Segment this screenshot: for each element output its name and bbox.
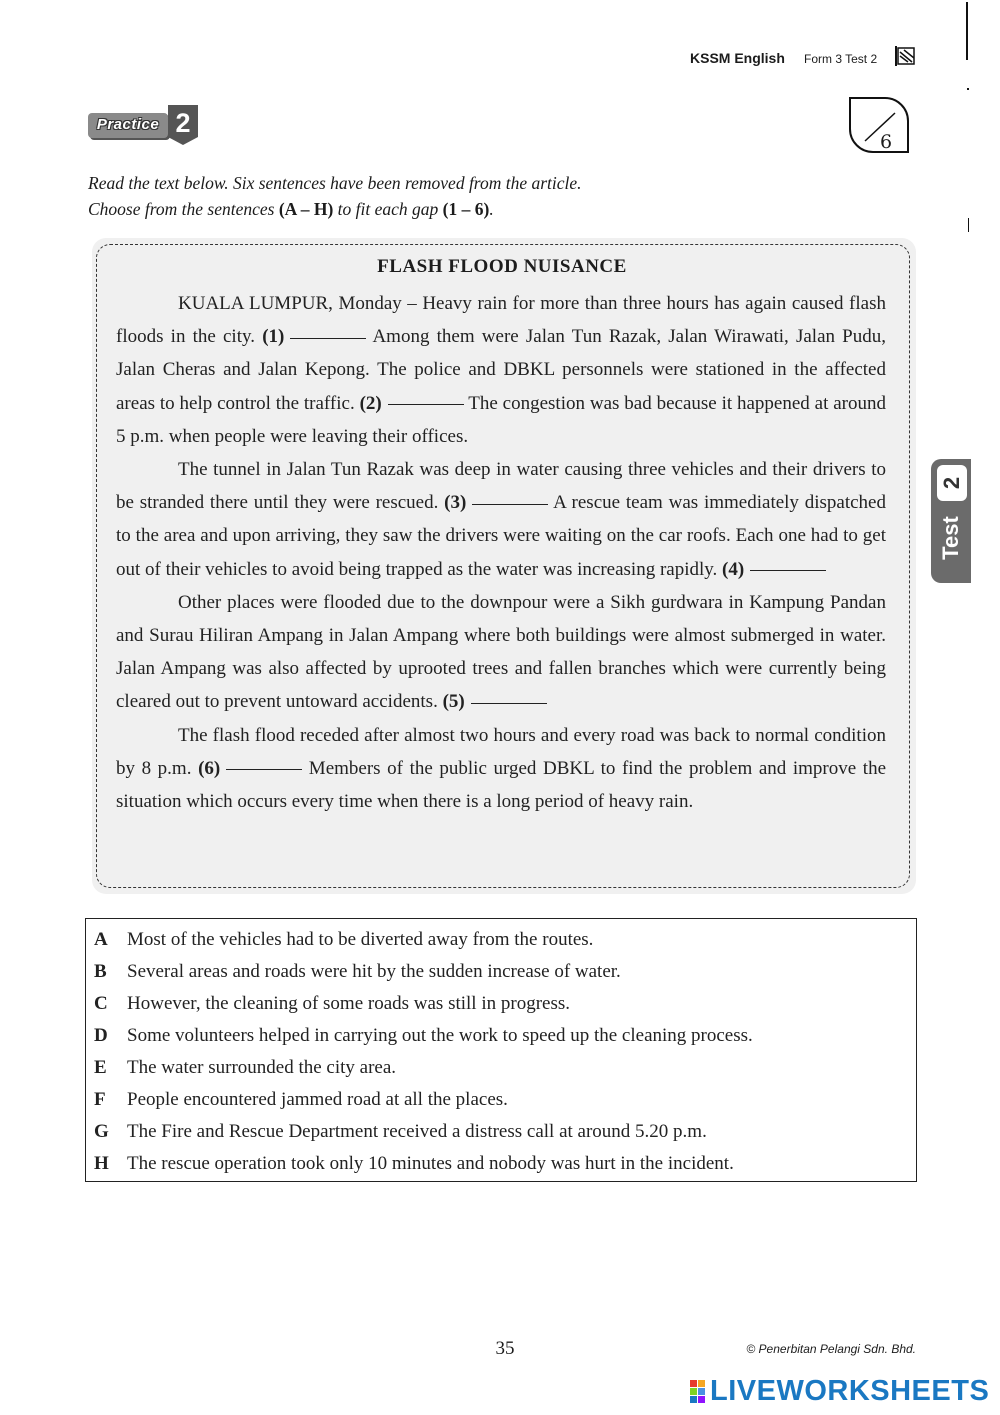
paragraph-text: The flash flood receded after almost two hours and every road was back to normal condition by 8 p.m. — [116, 724, 886, 779]
page-number: 35 — [495, 1338, 515, 1359]
instruction-range-numbers: (1 – 6) — [442, 199, 490, 219]
option-c — [86, 993, 916, 1025]
article-paragraph-3 — [116, 586, 886, 719]
gap-blank-2[interactable] — [388, 403, 464, 405]
publisher-credit: © Penerbitan Pelangi Sdn. Bhd. — [746, 1342, 916, 1356]
binder-tick — [968, 218, 969, 232]
logo-block — [690, 1380, 697, 1387]
option-f — [86, 1089, 916, 1121]
option-text: Some volunteers helped in carrying out the work to speed up the cleaning process. — [127, 1025, 753, 1046]
option-text: However, the cleaning of some roads was still in progress. — [127, 993, 570, 1014]
instructions — [88, 170, 848, 222]
article-body — [116, 287, 886, 818]
option-text: Most of the vehicles had to be diverted away from the routes. — [127, 929, 594, 950]
paragraph-text: Other places were flooded due to the downpour were a Sikh gurdwara in Kampung Pandan and Surau Hiliran Ampang in Jalan Ampang where both buildings were almost submerged in water. Jalan Ampang was also affected by uprooted trees and fallen branches which were currently being cleared out to prevent untoward accidents. — [116, 591, 886, 713]
article-paragraph-1 — [116, 287, 886, 453]
option-letter: D — [94, 1025, 108, 1046]
paragraph-text: The congestion was bad because it happened at around 5 p.m. when people were leaving their offices. — [116, 392, 887, 447]
gap-blank-6[interactable] — [226, 768, 302, 770]
options-box — [85, 918, 917, 1182]
instruction-line-2 — [88, 196, 848, 222]
gap-number-6: (6) — [198, 757, 221, 779]
practice-number: 2 — [175, 108, 191, 138]
logo-block — [690, 1396, 697, 1403]
option-h — [86, 1153, 916, 1185]
article-paragraph-4 — [116, 719, 886, 819]
paragraph-text: Members of the public urged DBKL to find the problem and improve the situation which occurs every time when there is a long period of heavy rain. — [116, 757, 886, 813]
option-g — [86, 1121, 916, 1153]
logo-wordmark: LIVEWORKSHEETS — [710, 1375, 990, 1407]
test-tab-label: Test — [938, 516, 963, 560]
gap-blank-4[interactable] — [750, 569, 826, 571]
option-text: The Fire and Rescue Department received a distress call at around 5.20 p.m. — [127, 1121, 707, 1142]
instruction-line-1: Read the text below. Six sentences have been removed from the article. — [88, 173, 582, 193]
instruction-text: to fit each gap — [333, 199, 443, 219]
score-total: 6 — [880, 131, 893, 153]
option-text: Several areas and roads were hit by the sudden increase of water. — [127, 961, 621, 982]
subject-label: KSSM English — [690, 50, 785, 66]
option-a — [86, 929, 916, 961]
instruction-text: Choose from the sentences — [88, 199, 279, 219]
option-e — [86, 1057, 916, 1089]
gap-number-1: (1) — [262, 326, 285, 348]
option-d — [86, 1025, 916, 1057]
gap-blank-3[interactable] — [472, 503, 548, 505]
binder-line — [966, 2, 968, 60]
option-letter: E — [94, 1057, 107, 1078]
gap-number-4: (4) — [722, 558, 745, 580]
article-title: FLASH FLOOD NUISANCE — [377, 256, 627, 277]
logo-block — [698, 1380, 705, 1387]
instruction-text: . — [489, 199, 494, 219]
test-tab-number: 2 — [939, 476, 964, 490]
paragraph-text: A rescue team was immediately dispatched to the area and upon arriving, they saw the drivers were waiting on the car roofs. Each one had to get out of their vehicles to avoid being trapped as the water was increasing rapidly. — [116, 492, 886, 580]
gap-number-2: (2) — [359, 392, 382, 414]
flag-icon — [894, 44, 918, 68]
option-letter: G — [94, 1121, 109, 1142]
option-letter: C — [94, 993, 108, 1014]
paragraph-text: KUALA LUMPUR, Monday – Heavy rain for more than three hours has again caused flash floods in the city. — [116, 293, 886, 348]
logo-block — [698, 1396, 705, 1403]
option-text: People encountered jammed road at all the places. — [127, 1089, 508, 1110]
option-letter: H — [94, 1153, 109, 1174]
option-text: The rescue operation took only 10 minutes and nobody was hurt in the incident. — [127, 1153, 734, 1174]
gap-blank-5[interactable] — [471, 702, 547, 704]
logo-block — [690, 1388, 697, 1395]
option-b — [86, 961, 916, 993]
form-test-text: Form 3 Test 2 — [804, 52, 878, 66]
form-test-label — [804, 52, 877, 66]
score-box — [849, 97, 913, 157]
practice-label: Practice — [96, 116, 160, 133]
option-letter: F — [94, 1089, 106, 1110]
binder-dot — [967, 88, 969, 90]
gap-blank-1[interactable] — [290, 337, 366, 339]
liveworksheets-logo[interactable] — [690, 1375, 990, 1409]
logo-blocks-icon — [690, 1380, 706, 1404]
option-letter: A — [94, 929, 108, 950]
paragraph-text: The tunnel in Jalan Tun Razak was deep in water causing three vehicles and their drivers to be stranded there until they were rescued. — [116, 459, 886, 514]
instruction-range-letters: (A – H) — [278, 199, 334, 219]
option-letter: B — [94, 961, 107, 982]
logo-block — [698, 1388, 705, 1395]
test-side-tab — [931, 459, 971, 583]
paragraph-text: Among them were Jalan Tun Razak, Jalan Wirawati, Jalan Pudu, Jalan Cheras and Jalan Kepong. The police and DBKL personnels were stationed in the affected areas to help control the traffic. — [116, 326, 886, 414]
article-paragraph-2 — [116, 453, 886, 586]
option-text: The water surrounded the city area. — [127, 1057, 397, 1078]
page-header — [690, 50, 920, 70]
gap-number-3: (3) — [444, 492, 467, 514]
practice-badge — [88, 103, 212, 151]
gap-number-5: (5) — [442, 691, 465, 713]
